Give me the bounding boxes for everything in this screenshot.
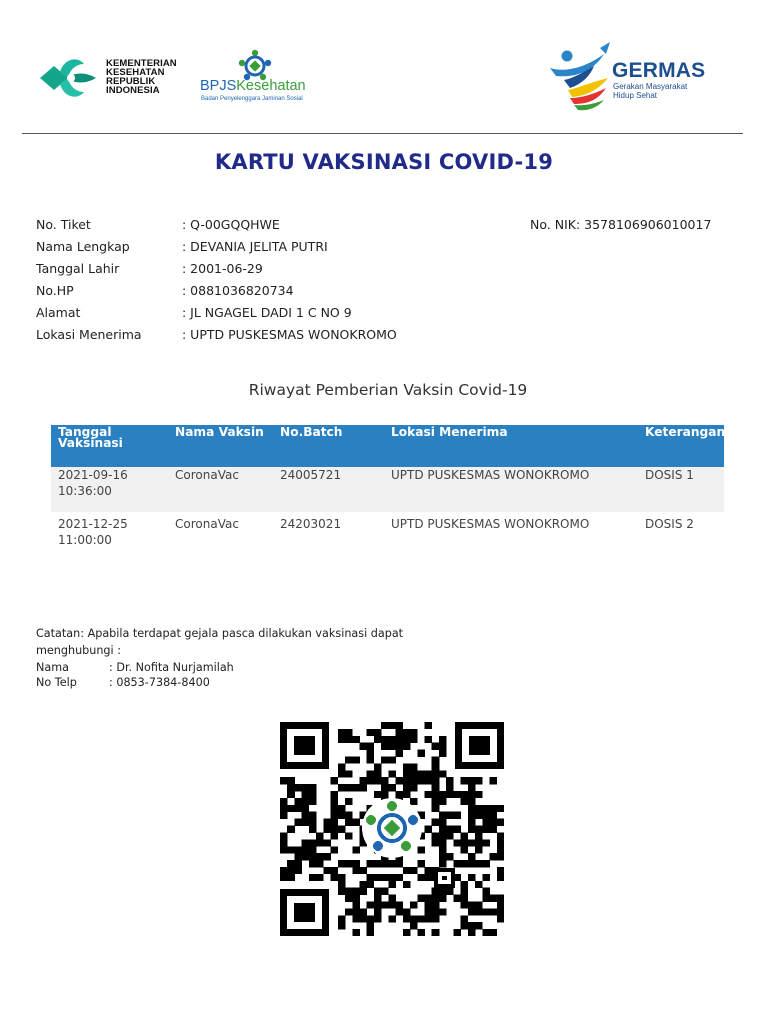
bpjs-wordmark: BPJSKesehatan [200, 78, 306, 94]
name-label: Nama Lengkap [36, 239, 130, 254]
history-title: Riwayat Pemberian Vaksin Covid-19 [248, 381, 528, 399]
location-value: : UPTD PUSKESMAS WONOKROMO [182, 327, 397, 342]
contact-name-label: Nama [36, 661, 69, 674]
cell-batch: 24005721 [280, 467, 391, 512]
phone-label: No.HP [36, 283, 74, 298]
note-text: Catatan: Apabila terdapat gejala pasca dilakukan vaksinasi dapat menghubungi : [36, 627, 404, 657]
cell-date: 2021-12-25 11:00:00 [51, 512, 175, 561]
card-title: KARTU VAKSINASI COVID-19 [214, 150, 554, 174]
header-divider [22, 133, 743, 134]
dob-value: : 2001-06-29 [182, 261, 263, 276]
cell-note: DOSIS 2 [645, 512, 724, 561]
kemenkes-logo-icon [38, 52, 100, 104]
header-note: Keterangan [645, 425, 724, 467]
germas-logo-icon [548, 42, 616, 112]
nik-value: No. NIK: 3578106906010017 [530, 217, 712, 232]
location-label: Lokasi Menerima [36, 327, 142, 342]
bpjs-subtitle: Badan Penyelenggara Jaminan Sosial [201, 96, 303, 102]
cell-location: UPTD PUSKESMAS WONOKROMO [391, 512, 645, 561]
qr-code-icon [280, 722, 504, 936]
table-header-row [51, 425, 724, 467]
header-date: Tanggal Vaksinasi [51, 425, 175, 467]
name-value: : DEVANIA JELITA PUTRI [182, 239, 328, 254]
cell-date: 2021-09-16 10:36:00 [51, 467, 175, 512]
header-batch: No.Batch [280, 425, 391, 467]
ticket-value: : Q-00GQQHWE [182, 217, 280, 232]
header-location: Lokasi Menerima [391, 425, 645, 467]
ticket-label: No. Tiket [36, 217, 91, 232]
dob-label: Tanggal Lahir [36, 261, 120, 276]
kemenkes-wordmark: KEMENTERIAN KESEHATAN REPUBLIK INDONESIA [106, 58, 177, 96]
phone-value: : 0881036820734 [182, 283, 294, 298]
address-label: Alamat [36, 305, 81, 320]
cell-location: UPTD PUSKESMAS WONOKROMO [391, 467, 645, 512]
contact-phone-label: No Telp [36, 676, 77, 689]
contact-name-value: : Dr. Nofita Nurjamilah [109, 661, 234, 674]
contact-phone-value: : 0853-7384-8400 [109, 676, 210, 689]
cell-batch: 24203021 [280, 512, 391, 561]
cell-note: DOSIS 1 [645, 467, 724, 512]
germas-wordmark: GERMAS [612, 59, 706, 82]
address-value: : JL NGAGEL DADI 1 C NO 9 [182, 305, 352, 320]
vaccination-table [51, 425, 724, 561]
cell-vaccine: CoronaVac [175, 512, 280, 561]
table-row [51, 512, 724, 561]
cell-vaccine: CoronaVac [175, 467, 280, 512]
bpjs-logo-icon [238, 49, 272, 81]
header-vaccine: Nama Vaksin [175, 425, 280, 467]
table-row [51, 467, 724, 512]
germas-subtitle: Gerakan Masyarakat Hidup Sehat [613, 82, 688, 100]
